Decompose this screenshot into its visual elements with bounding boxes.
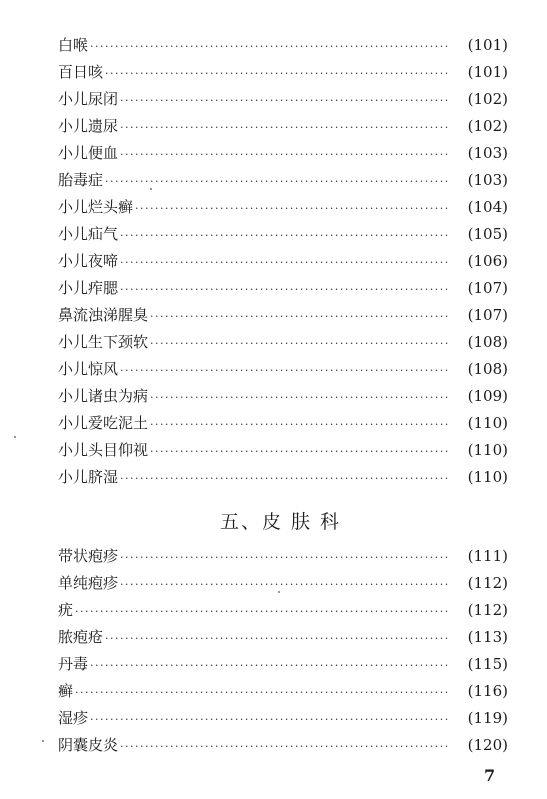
- dot-leader: [120, 734, 448, 760]
- dot-leader: [75, 599, 448, 625]
- toc-entry[interactable]: [58, 464, 508, 490]
- toc-entry[interactable]: [58, 86, 508, 112]
- entry-page-number: (102): [467, 90, 508, 108]
- entry-page-number: (108): [467, 333, 508, 351]
- entry-title: 带状疱疹: [58, 547, 119, 565]
- scan-speck: [150, 188, 152, 190]
- entry-title: 小儿爱吃泥土: [58, 414, 149, 432]
- dot-leader: [105, 169, 448, 195]
- entry-title: 丹毒: [58, 655, 89, 673]
- dot-leader: [120, 250, 448, 276]
- dot-leader: [150, 304, 448, 330]
- dot-leader: [150, 412, 448, 438]
- dot-leader: [120, 358, 448, 384]
- entry-title: 小儿痄腮: [58, 279, 119, 297]
- entry-page-number: (101): [467, 63, 508, 81]
- toc-entry[interactable]: [58, 383, 508, 409]
- entry-page-number: (115): [467, 655, 508, 673]
- toc-entry[interactable]: [58, 678, 508, 704]
- entry-page-number: (116): [467, 682, 508, 700]
- dot-leader: [120, 572, 448, 598]
- entry-title: 胎毒症: [58, 171, 104, 189]
- toc-entry[interactable]: [58, 302, 508, 328]
- entry-page-number: (102): [467, 117, 508, 135]
- entry-page-number: (109): [467, 387, 508, 405]
- entry-page-number: (112): [467, 601, 508, 619]
- section-heading-dermatology: 五、皮 肤 科: [219, 511, 342, 533]
- entry-page-number: (106): [467, 252, 508, 270]
- dot-leader: [150, 385, 448, 411]
- dot-leader: [120, 466, 448, 492]
- entry-page-number: (101): [467, 36, 508, 54]
- entry-title: 小儿生下颈软: [58, 333, 149, 351]
- toc-entry[interactable]: [58, 329, 508, 355]
- entry-title: 鼻流浊涕腥臭: [58, 306, 149, 324]
- toc-entry[interactable]: [58, 651, 508, 677]
- entry-title: 白喉: [58, 36, 89, 54]
- toc-entry[interactable]: [58, 221, 508, 247]
- scan-speck: [42, 740, 44, 742]
- entry-title: 疣: [58, 601, 74, 619]
- entry-title: 小儿脐湿: [58, 468, 119, 486]
- toc-entry[interactable]: [58, 597, 508, 623]
- scan-speck: [278, 591, 280, 593]
- entry-page-number: (110): [467, 441, 508, 459]
- entry-title: 单纯疱疹: [58, 574, 119, 592]
- toc-entry[interactable]: [58, 275, 508, 301]
- entry-page-number: (107): [467, 279, 508, 297]
- entry-title: 湿疹: [58, 709, 89, 727]
- dot-leader: [90, 34, 448, 60]
- entry-title: 小儿夜啼: [58, 252, 119, 270]
- entry-title: 脓疱疮: [58, 628, 104, 646]
- entry-page-number: (113): [467, 628, 508, 646]
- toc-entry[interactable]: [58, 543, 508, 569]
- entry-title: 小儿惊风: [58, 360, 119, 378]
- entry-title: 小儿烂头癣: [58, 198, 134, 216]
- dot-leader: [120, 223, 448, 249]
- entry-title: 小儿头目仰视: [58, 441, 149, 459]
- entry-page-number: (103): [467, 144, 508, 162]
- toc-entry[interactable]: [58, 356, 508, 382]
- dot-leader: [90, 653, 448, 679]
- entry-title: 小儿尿闭: [58, 90, 119, 108]
- toc-entry[interactable]: [58, 167, 508, 193]
- entry-title: 阴囊皮炎: [58, 736, 119, 754]
- toc-entry[interactable]: [58, 410, 508, 436]
- entry-page-number: (120): [467, 736, 508, 754]
- entry-title: 小儿遗尿: [58, 117, 119, 135]
- dot-leader: [150, 331, 448, 357]
- toc-entry[interactable]: [58, 248, 508, 274]
- entry-title: 小儿诸虫为病: [58, 387, 149, 405]
- toc-entry[interactable]: [58, 140, 508, 166]
- entry-page-number: (107): [467, 306, 508, 324]
- entry-page-number: (105): [467, 225, 508, 243]
- toc-entry[interactable]: [58, 194, 508, 220]
- toc-entry[interactable]: [58, 732, 508, 758]
- toc-entry[interactable]: [58, 437, 508, 463]
- entry-page-number: (119): [467, 709, 508, 727]
- entry-title: 百日咳: [58, 63, 104, 81]
- dot-leader: [120, 545, 448, 571]
- dot-leader: [150, 439, 448, 465]
- dot-leader: [90, 707, 448, 733]
- scan-speck: [14, 436, 16, 438]
- entry-title: 癣: [58, 682, 74, 700]
- toc-entry[interactable]: [58, 570, 508, 596]
- dot-leader: [75, 680, 448, 706]
- toc-entry[interactable]: [58, 59, 508, 85]
- page-number: 7: [484, 766, 496, 785]
- entry-page-number: (104): [467, 198, 508, 216]
- dot-leader: [105, 626, 448, 652]
- dot-leader: [120, 277, 448, 303]
- entry-page-number: (110): [467, 414, 508, 432]
- dot-leader: [135, 196, 448, 222]
- dot-leader: [120, 115, 448, 141]
- dot-leader: [105, 61, 448, 87]
- entry-page-number: (111): [467, 547, 508, 565]
- toc-entry[interactable]: [58, 624, 508, 650]
- toc-entry[interactable]: [58, 705, 508, 731]
- entry-page-number: (108): [467, 360, 508, 378]
- entry-page-number: (112): [467, 574, 508, 592]
- dot-leader: [120, 142, 448, 168]
- entry-title: 小儿便血: [58, 144, 119, 162]
- dot-leader: [120, 88, 448, 114]
- entry-page-number: (110): [467, 468, 508, 486]
- entry-title: 小儿疝气: [58, 225, 119, 243]
- entry-page-number: (103): [467, 171, 508, 189]
- toc-entry[interactable]: [58, 32, 508, 58]
- toc-entry[interactable]: [58, 113, 508, 139]
